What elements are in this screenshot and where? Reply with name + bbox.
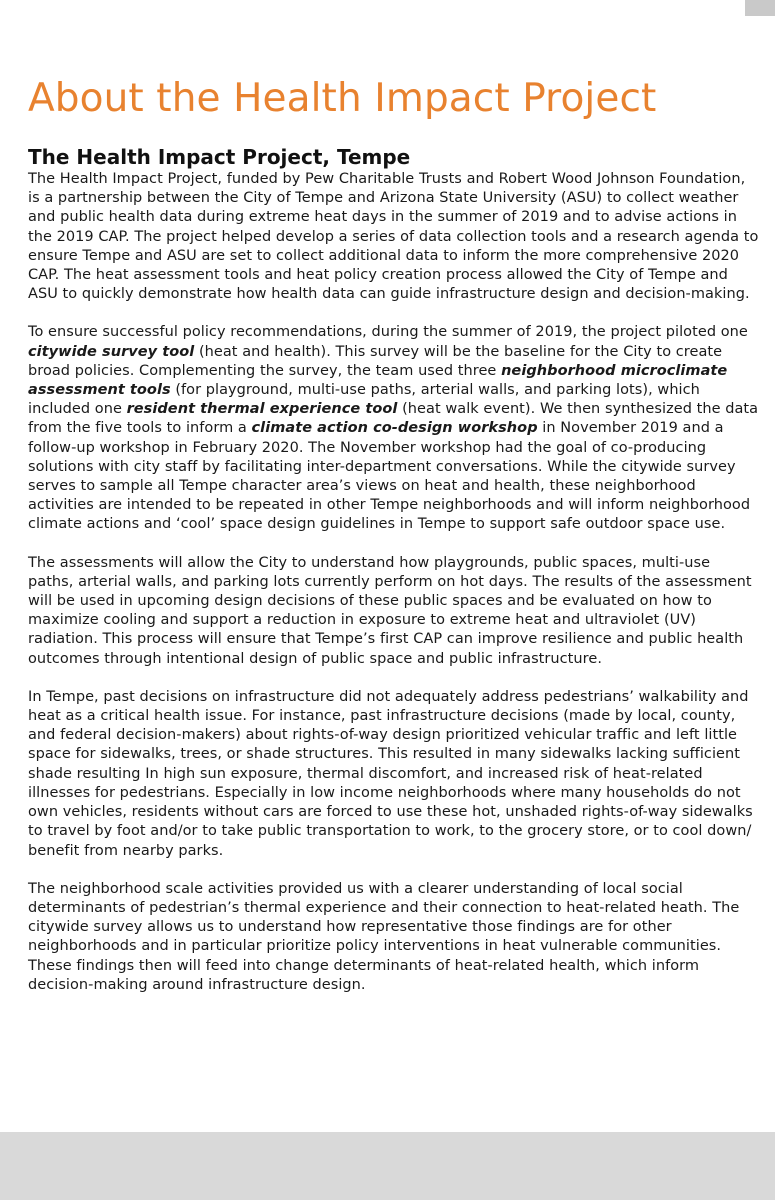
paragraph-2-text-3: (for playground, multi-use paths, arterial walls, and parking lots), which included one (28, 382, 700, 418)
paragraph-5 (28, 880, 760, 995)
paragraph-1 (28, 170, 760, 304)
paragraph-5-text: The neighborhood scale activities provided us with a clearer understanding of local social determinants of pedestrian’s thermal experience and their connection to heat-related heath. The citywide survey allows us to understand how representative those findings are for other neighborhoods and in particular prioritize policy interventions in heat vulnerable communities. These findings then will feed into change determinants of heat-related health, which inform decision-making around infrastructure design. (28, 880, 740, 993)
paragraph-1-text: The Health Impact Project, funded by Pew Charitable Trusts and Robert Wood Johnson Foundation, is a partnership between the City of Tempe and Arizona State University (ASU) to collect weather and public health data during extreme heat days in the summer of 2019 and to advise actions in the 2019 CAP. The project helped develop a series of data collection tools and a research agenda to ensure Tempe and ASU are set to collect additional data to inform the more comprehensive 2020 CAP. The heat assessment tools and heat policy creation process allowed the City of Tempe and ASU to quickly demonstrate how health data can guide infrastructure design and decision-making. (28, 171, 759, 303)
emphasis-climate-action-workshop: climate action co-design workshop (251, 420, 538, 437)
paragraph-2-text-1: To ensure successful policy recommendations, during the summer of 2019, the project piloted one (28, 324, 748, 341)
paragraph-2 (28, 323, 760, 534)
paragraph-4 (28, 688, 760, 861)
paragraph-2-text-2: (heat and health). This survey will be the baseline for the City to create broad policies. Complementing the survey, the team used three (28, 343, 723, 379)
page-title: About the Health Impact Project (28, 76, 657, 121)
content-area (28, 72, 760, 995)
emphasis-citywide-survey-tool: citywide survey tool (28, 343, 195, 360)
paragraph-2-text-5: in November 2019 and a follow-up workshop in February 2020. The November workshop had the goal of co-producing solutions with city staff by facilitating inter-department conversations. While the citywide survey serves to sample all Tempe character area’s views on heat and health, these neighborhood activities are intended to be repeated in other Tempe neighborhoods and will inform neighborhood climate actions and ‘cool’ space design guidelines in Tempe to support safe outdoor space use. (28, 420, 751, 533)
paragraph-2-text-4: (heat walk event). We then synthesized the data from the five tools to inform a (28, 401, 759, 437)
paragraph-3 (28, 554, 760, 669)
paragraph-3-text: The assessments will allow the City to understand how playgrounds, public spaces, multi-use paths, arterial walls, and parking lots currently perform on hot days. The results of the assessment will be used in upcoming design decisions of these public spaces and be evaluated on how to maximize cooling and support a reduction in exposure to extreme heat and ultraviolet (UV) radiation. This process will ensure that Tempe’s first CAP can improve resilience and public health outcomes through intentional design of public space and public infrastructure. (28, 554, 752, 667)
corner-tab (745, 0, 775, 16)
emphasis-resident-thermal-experience-tool: resident thermal experience tool (126, 401, 398, 418)
footer-bar (0, 1132, 775, 1200)
emphasis-neighborhood-microclimate-tools: neighborhood microclimate assessment tools (28, 362, 728, 399)
paragraph-4-text: In Tempe, past decisions on infrastructure did not adequately address pedestrians’ walkability and heat as a critical health issue. For instance, past infrastructure decisions (made by local, county, and federal decision-makers) about rights-of-way design prioritized vehicular traffic and left little space for sidewalks, trees, or shade structures. This resulted in many sidewalks lacking sufficient shade resulting In high sun exposure, thermal discomfort, and increased risk of heat-related illnesses for pedestrians. Especially in low income neighborhoods where many households do not own vehicles, residents without cars are forced to use these hot, unshaded rights-of-way sidewalks to travel by foot and/or to take public transportation to work, to the grocery store, or to cool down/ benefit from nearby parks. (28, 688, 753, 859)
section-title: The Health Impact Project, Tempe (28, 145, 411, 169)
